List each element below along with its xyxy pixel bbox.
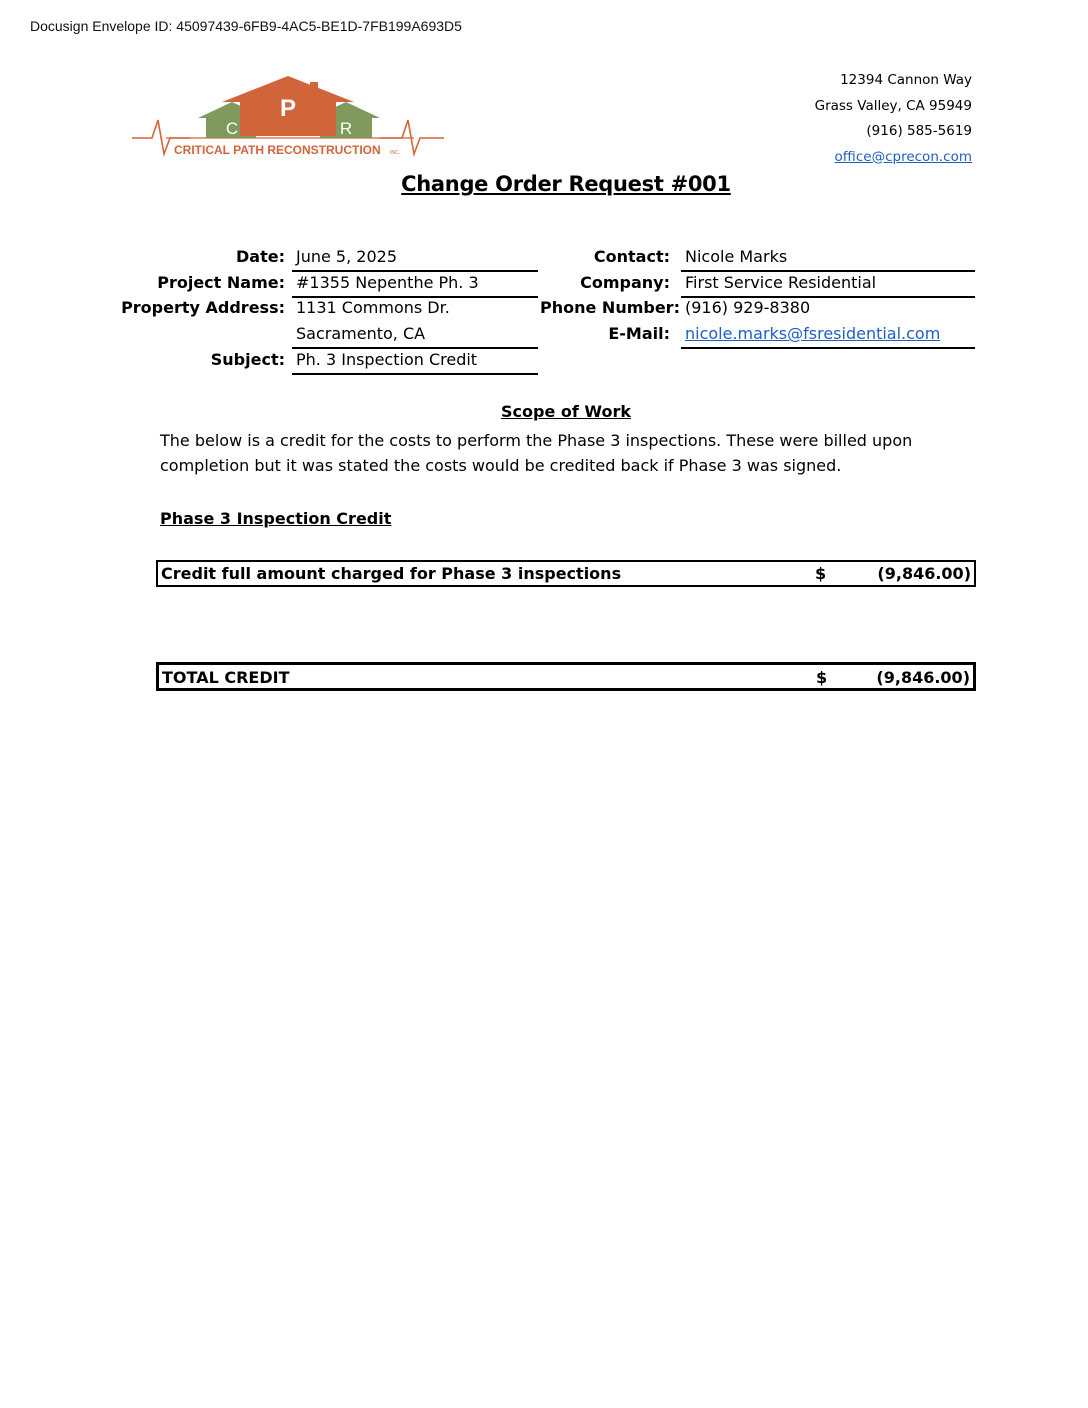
total-credit-currency: $	[816, 668, 828, 687]
logo-pulse-line-right	[380, 120, 444, 154]
company-street: 12394 Cannon Way	[840, 72, 972, 88]
logo-suffix: INC.	[390, 150, 400, 156]
date-label: Date:	[236, 247, 285, 266]
section-title: Phase 3 Inspection Credit	[160, 509, 392, 528]
contact-value: Nicole Marks	[681, 244, 975, 272]
document-title: Change Order Request #001	[401, 172, 731, 196]
phone-number-value: (916) 929-8380	[685, 298, 811, 317]
property-address-line1: 1131 Commons Dr.	[296, 298, 450, 317]
company-address-block	[815, 68, 972, 170]
total-credit-amount: (9,846.00)	[876, 668, 970, 687]
line-item-amount: (9,846.00)	[877, 564, 971, 583]
company-logo	[130, 72, 448, 164]
logo-name: CRITICAL PATH RECONSTRUCTION	[174, 143, 381, 157]
contact-email-link[interactable]: nicole.marks@fsresidential.com	[685, 324, 941, 343]
line-item-description: Credit full amount charged for Phase 3 inspections	[161, 564, 622, 583]
subject-label: Subject:	[210, 350, 285, 369]
scope-of-work-title: Scope of Work	[501, 402, 631, 421]
company-city: Grass Valley, CA 95949	[814, 97, 972, 114]
contact-label: Contact:	[593, 247, 670, 266]
total-credit-label: TOTAL CREDIT	[162, 668, 290, 687]
scope-of-work-text: The below is a credit for the costs to perform the Phase 3 inspections. These were billed upon completion but it was stated the costs would be credited back if Phase 3 was signed.	[160, 431, 913, 475]
logo-letter-r: R	[339, 119, 353, 138]
property-address-label: Property Address:	[121, 298, 285, 317]
docusign-envelope-id: Docusign Envelope ID: 45097439-6FB9-4AC5-BE1D-7FB199A693D5	[30, 18, 462, 34]
company-phone: (916) 585-5619	[866, 123, 972, 139]
logo-letter-p: P	[279, 95, 297, 122]
total-credit-row	[156, 662, 976, 691]
logo-letter-c: C	[225, 119, 239, 138]
phone-number-label: Phone Number:	[540, 298, 680, 317]
line-item-row	[156, 560, 976, 587]
company-email-link[interactable]: office@cprecon.com	[834, 148, 972, 165]
project-name-value: #1355 Nepenthe Ph. 3	[292, 270, 538, 298]
line-item-currency: $	[815, 564, 827, 583]
date-value: June 5, 2025	[292, 244, 538, 272]
subject-value: Ph. 3 Inspection Credit	[292, 347, 538, 375]
email-label: E-Mail:	[608, 324, 670, 343]
company-label: Company:	[580, 273, 670, 292]
project-name-label: Project Name:	[157, 273, 285, 292]
company-value: First Service Residential	[681, 270, 975, 298]
email-value	[681, 321, 975, 349]
property-address-line2: Sacramento, CA	[292, 321, 538, 349]
